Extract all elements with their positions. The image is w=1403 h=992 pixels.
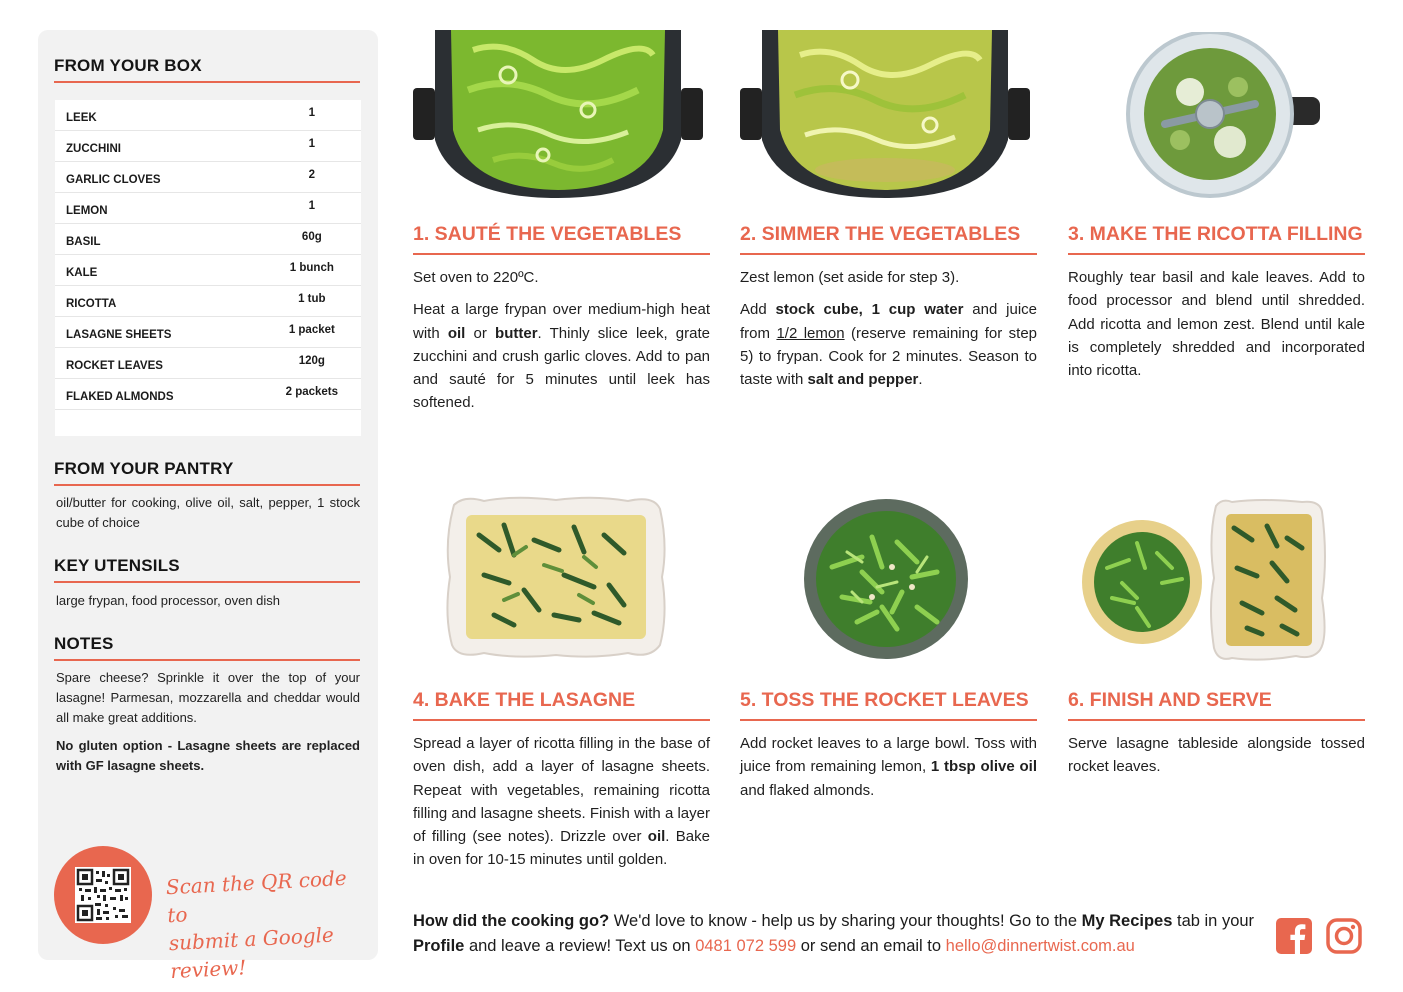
qr-caption-line2: submit a Google review!: [168, 922, 335, 984]
finish-serve-photo: [1082, 498, 1328, 662]
step-4-title: 4. BAKE THE LASAGNE: [413, 689, 710, 721]
step-3-title: 3. MAKE THE RICOTTA FILLING: [1068, 223, 1365, 255]
ricotta-filling-photo: [1120, 32, 1330, 198]
pantry-text: oil/butter for cooking, olive oil, salt, pepper, 1 stock cube of choice: [56, 495, 360, 530]
utensils-text: large frypan, food processor, oven dish: [56, 593, 281, 608]
ingredient-row: [55, 255, 361, 286]
ingredient-qty: 120g: [298, 355, 325, 367]
step-3-text: Roughly tear basil and kale leaves. Add to food processor and blend until shredded. Add ricotta and lemon zest. Blend until kale is completely shredded and incorporated into ricotta.: [1068, 269, 1365, 380]
ingredients-table: [55, 100, 361, 436]
instagram-icon[interactable]: [1326, 918, 1362, 954]
ingredient-name: ZUCCHINI: [66, 143, 121, 155]
ingredient-name: RICOTTA: [66, 298, 117, 310]
simmer-vegetables-photo: [740, 30, 1030, 198]
ingredient-name: LASAGNE SHEETS: [66, 329, 172, 341]
step-6-text: Serve lasagne tableside alongside tossed rocket leaves.: [1068, 735, 1365, 776]
ingredient-row: [55, 162, 361, 193]
ingredient-name: BASIL: [66, 236, 101, 248]
ingredient-row: [55, 348, 361, 379]
profile-label: Profile: [413, 937, 465, 955]
step-4-body: [413, 732, 710, 881]
notes-gluten: No gluten option - Lasagne sheets are replaced with GF lasagne sheets.: [56, 738, 360, 773]
ingredient-row: [55, 100, 361, 131]
ingredient-row: [55, 317, 361, 348]
step-6-title: 6. FINISH AND SERVE: [1068, 689, 1365, 721]
ingredient-name: ROCKET LEAVES: [66, 360, 163, 372]
step-2-body: [740, 266, 1037, 400]
pantry-title: FROM YOUR PANTRY: [54, 459, 360, 486]
ingredient-qty: 1: [308, 200, 316, 212]
bake-lasagne-photo: [444, 495, 668, 659]
ingredient-qty: 2 packets: [285, 386, 339, 398]
ingredient-qty: 1 packet: [288, 324, 335, 336]
ingredient-row: [55, 224, 361, 255]
step-2-text: Add stock cube, 1 cup water and juice from 1/2 lemon (reserve remaining for step 5) to frypan. Cook for 2 minutes. Season to taste with salt and pepper.: [740, 301, 1038, 389]
step-1-body: [413, 266, 710, 424]
ingredient-name: FLAKED ALMONDS: [66, 391, 174, 403]
step-5-body: [740, 732, 1037, 811]
step-6-body: [1068, 732, 1365, 788]
facebook-icon[interactable]: [1276, 918, 1312, 954]
qr-badge[interactable]: [54, 846, 152, 944]
ingredient-qty: 1 tub: [298, 293, 326, 305]
step-3-body: [1068, 266, 1365, 391]
ingredient-row: [55, 286, 361, 317]
phone-link[interactable]: 0481 072 599: [695, 937, 797, 955]
step-1-title: 1. SAUTÉ THE VEGETABLES: [413, 223, 710, 255]
ingredient-qty: 60g: [301, 231, 322, 243]
ingredient-name: LEMON: [66, 205, 108, 217]
rocket-leaves-photo: [802, 497, 970, 661]
notes-text: Spare cheese? Sprinkle it over the top of your lasagne! Parmesan, mozzarella and cheddar would all make great additions.: [56, 670, 360, 725]
footer-question: How did the cooking go?: [413, 912, 610, 930]
box-title: FROM YOUR BOX: [54, 56, 360, 83]
ingredient-qty: 1 bunch: [289, 262, 334, 274]
ingredient-row: [55, 379, 361, 410]
ingredient-name: LEEK: [66, 112, 97, 124]
step-1-text: Set oven to 220ºC.: [413, 269, 539, 286]
notes-title: NOTES: [54, 634, 360, 661]
utensils-title: KEY UTENSILS: [54, 556, 360, 583]
sidebar: [38, 30, 378, 984]
ingredient-qty: 2: [308, 169, 316, 181]
ingredient-qty: 1: [308, 107, 316, 119]
saute-vegetables-photo: [413, 30, 703, 198]
ingredient-row: [55, 131, 361, 162]
step-4-text: Spread a layer of ricotta filling in the base of oven dish, add a layer of lasagne sheets. Repeat with vegetables, remaining ricotta filling and lasagne sheets. Finish with a layer of filling (see notes). Drizzle over oil. Bake in oven for 10-15 minutes until golden.: [413, 735, 710, 869]
ingredient-qty: 1: [308, 138, 316, 150]
qr-caption-line1: Scan the QR code to: [165, 865, 348, 928]
step-5-text: Add rocket leaves to a large bowl. Toss with juice from remaining lemon, 1 tbsp olive oil and flaked almonds.: [740, 735, 1037, 799]
footer-review-message: How did the cooking go? We'd love to know - help us by sharing your thoughts! Go to the My Recipes tab in your Profile and leave a review! Text us on 0481 072 599 or send an email to hello@dinnertwist.com.au: [413, 912, 1255, 955]
qr-code-icon: [75, 867, 131, 923]
my-recipes-label: My Recipes: [1081, 912, 1173, 930]
step-5-title: 5. TOSS THE ROCKET LEAVES: [740, 689, 1037, 721]
step-2-text: Zest lemon (set aside for step 3).: [740, 269, 960, 286]
ingredient-row: [55, 193, 361, 224]
step-2-title: 2. SIMMER THE VEGETABLES: [740, 223, 1037, 255]
email-link[interactable]: hello@dinnertwist.com.au: [945, 937, 1135, 955]
ingredient-name: KALE: [66, 267, 98, 279]
qr-caption: [165, 863, 371, 985]
ingredient-name: GARLIC CLOVES: [66, 174, 161, 186]
step-1-text: Heat a large frypan over medium-high heat with oil or butter. Thinly slice leek, grate zucchini and crush garlic cloves. Add to pan and sauté for 5 minutes until leek has softened.: [413, 301, 710, 412]
